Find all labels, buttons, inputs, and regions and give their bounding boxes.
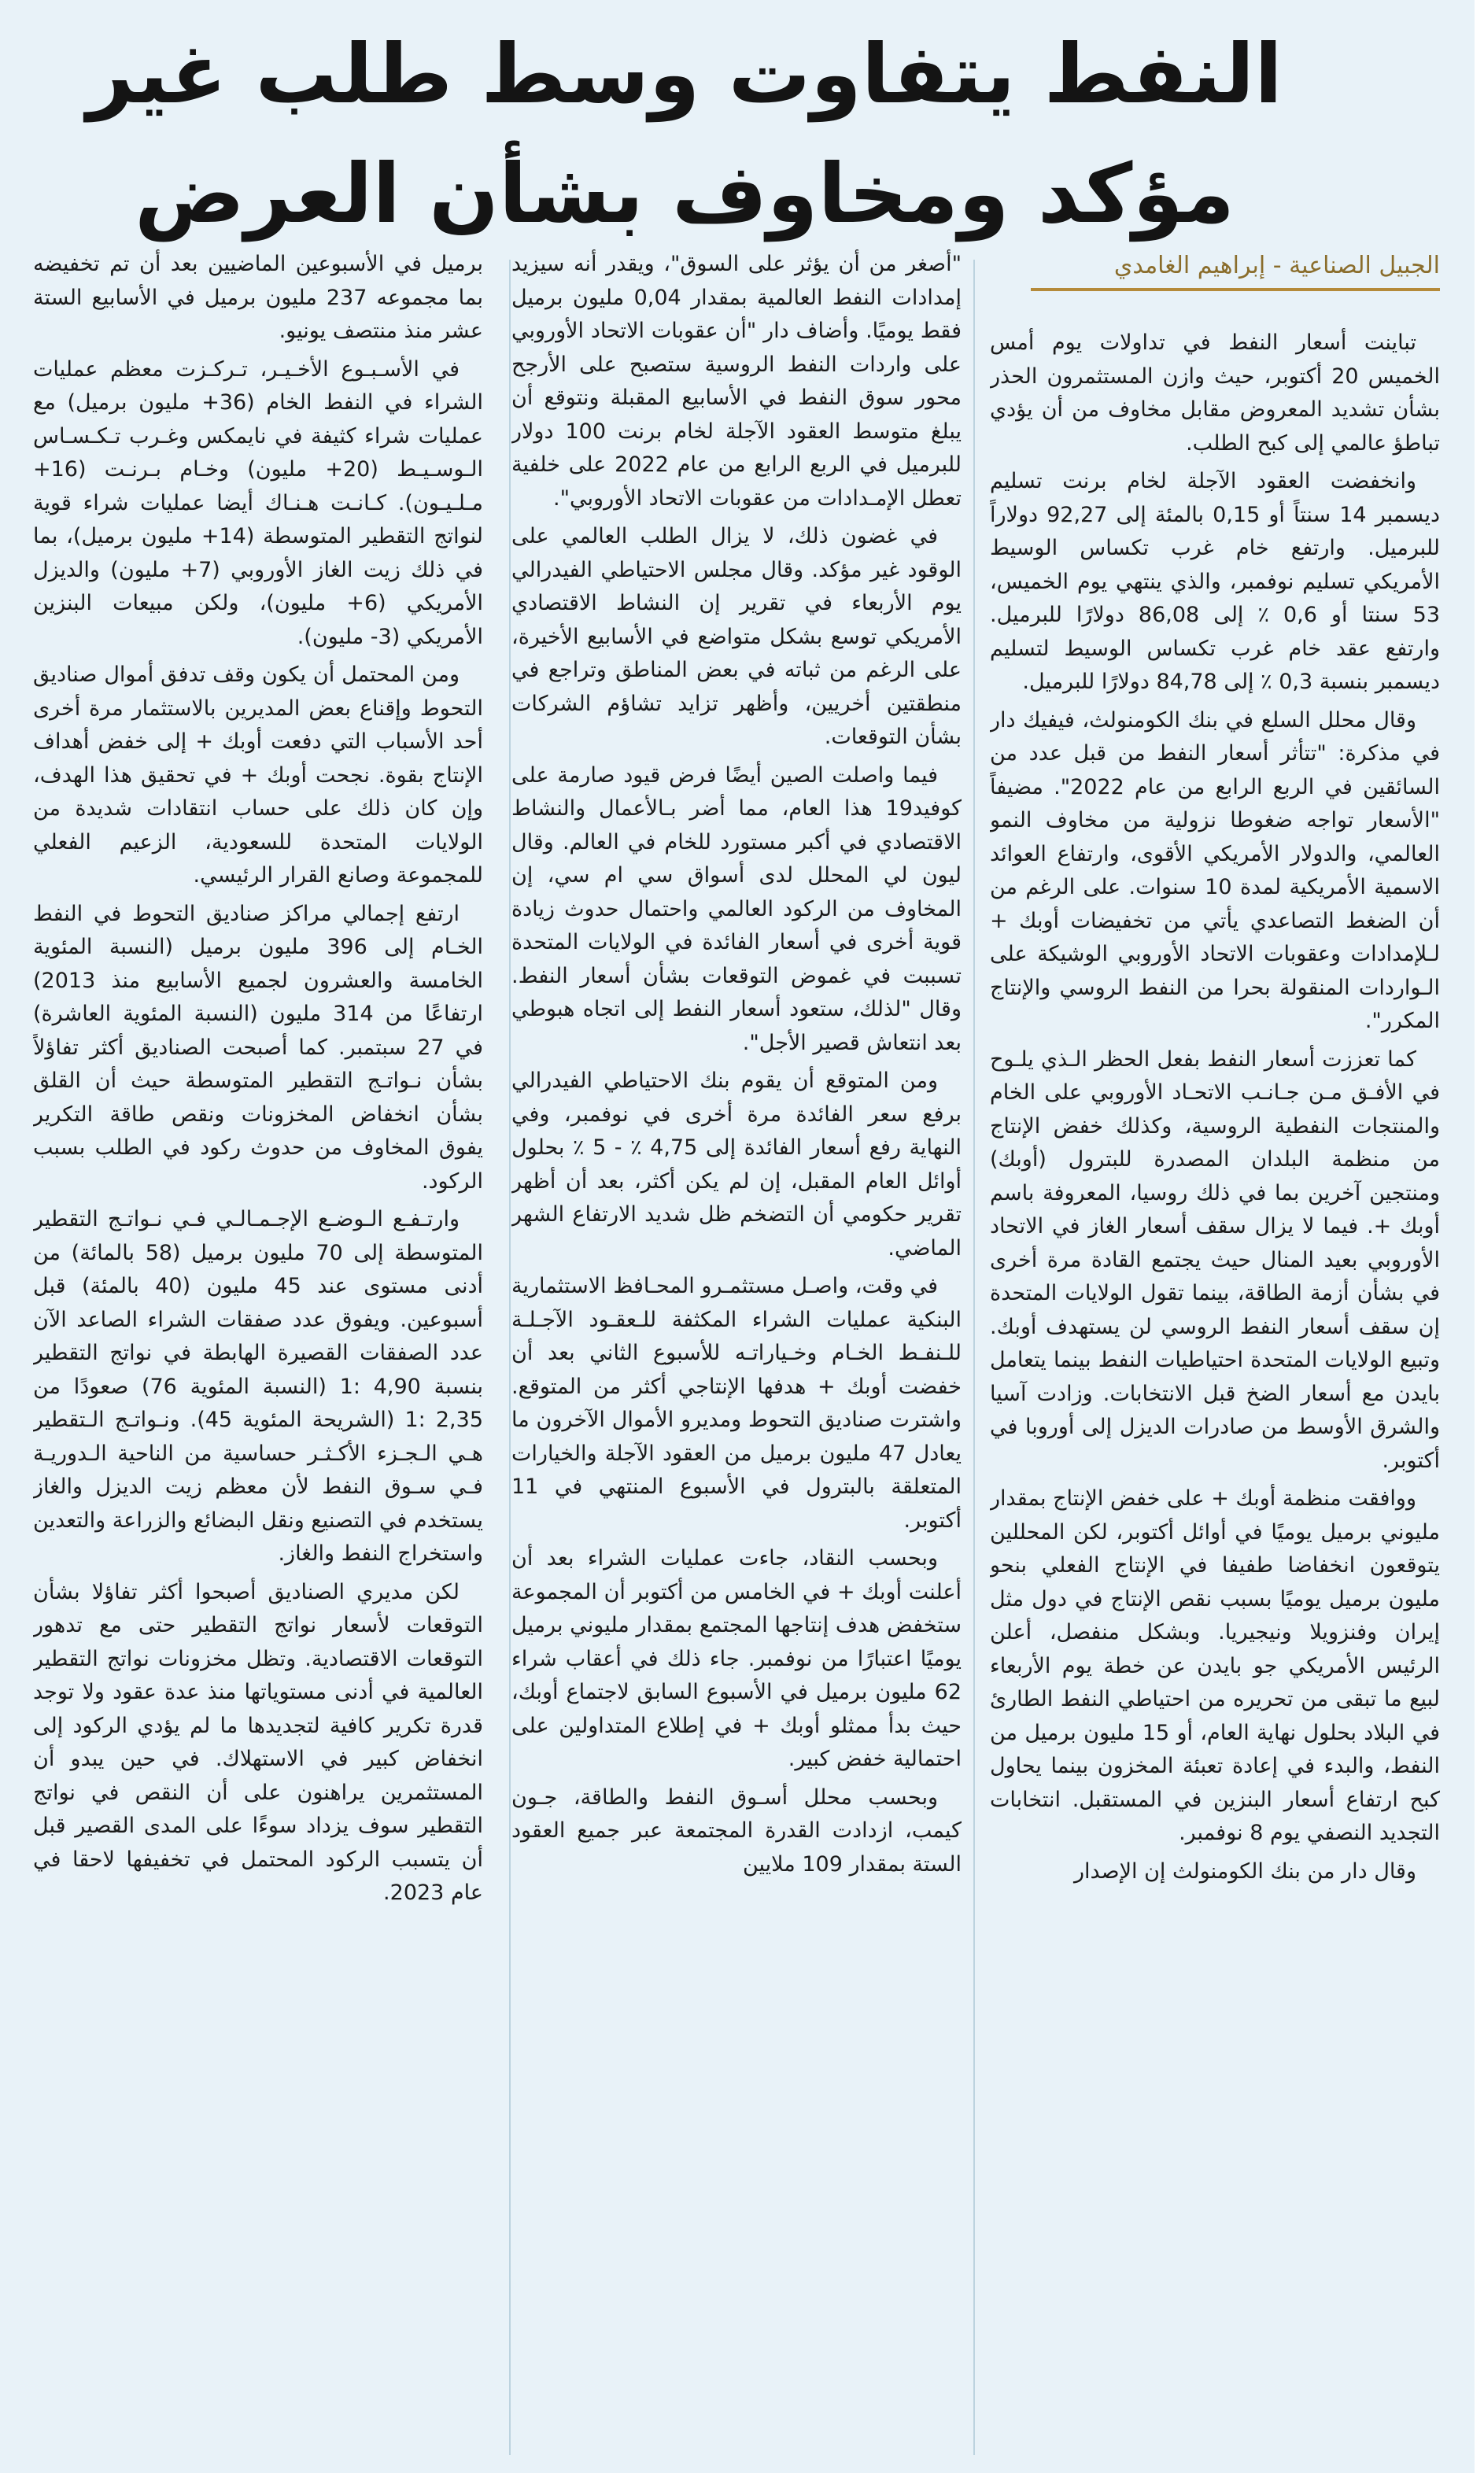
article-body bbox=[33, 248, 1440, 2459]
paragraph: وبحسب النقاد، جاءت عمليات الشراء بعد أن أعلنت أوبك + في الخامس من أكتوبر أن المجموعة ستخفض هدف إنتاجها المجتمع بمقدار مليوني برميل يوميًا اعتبارًا من نوفمبر. جاء ذلك في أعقاب شراء 62 مليون برميل في الأسبوع السابق لاجتماع أوبك، حيث بدأ ممثلو أوبك + في إطلاع المتداولين على احتمالية خفض كبير. bbox=[511, 1546, 962, 1771]
paragraph: ومن المحتمل أن يكون وقف تدفق أموال صناديق التحوط وإقناع بعض المديرين بالاستثمار مرة أخرى أحد الأسباب التي دفعت أوبك + إلى خفض أهداف الإنتاج بقوة. نجحت أوبك + في تحقيق هذا الهدف، وإن كان ذلك على حساب انتقادات شديدة من الولايات المتحدة للسعودية، الزعيم الفعلي للمجموعة وصانع القرار الرئيسي. bbox=[33, 663, 483, 888]
paragraph: ووافقت منظمة أوبك + على خفض الإنتاج بمقدار مليوني برميل يوميًا في أوائل أكتوبر، لكن المحللين يتوقعون انخفاضا طفيفا في الإنتاج الفعلي بنحو مليون برميل يوميًا بسبب نقص الإنتاج في دول مثل إيران وفنزويلا ونيجيريا. وبشكل منفصل، أعلن الرئيس الأمريكي جو بايدن عن خطة يوم الأربعاء لبيع ما تبقى من تحريره من احتياطي النفط الطارئ في البلاد بحلول نهاية العام، أو 15 مليون برميل من النفط، والبدء في إعادة تعبئة المخزون بينما يحاول كبح ارتفاع أسعار البنزين في المستقبل. انتخابات التجديد النصفي يوم 8 نوفمبر. bbox=[990, 1486, 1440, 1845]
paragraph: وانخفضت العقود الآجلة لخام برنت تسليم ديسمبر 14 سنتاً أو 0,15 بالمئة إلى 92,27 دولاراً للبرميل. وارتفع خام غرب تكساس الوسيط الأمريكي تسليم نوفمبر، والذي ينتهي يوم الخميس، 53 سنتا أو 0,6 ٪ إلى 86,08 دولارًا للبرميل. وارتفع عقد خام غرب تكساس الوسيط لتسليم ديسمبر بنسبة 0,3 ٪ إلى 84,78 دولارًا للبرميل. bbox=[990, 469, 1440, 694]
paragraph: في غضون ذلك، لا يزال الطلب العالمي على الوقود غير مؤكد. وقال مجلس الاحتياطي الفيدرالي يوم الأربعاء في تقرير إن النشاط الاقتصادي الأمريكي توسع بشكل متواضع في الأسابيع الأخيرة، على الرغم من ثباته في بعض المناطق وتراجع في منطقتين أخريين، وأظهر تزايد تشاؤم الشركات بشأن التوقعات. bbox=[511, 524, 962, 749]
paragraph: فيما واصلت الصين أيضًا فرض قيود صارمة على كوفيد19 هذا العام، مما أضر بـالأعمال والنشاط الاقتصادي في أكبر مستورد للخام في العالم. وقال ليون لي المحلل لدى أسواق سي ام سي، إن المخاوف من الركود العالمي واحتمال حدوث زيادة قوية أخرى في أسعار الفائدة في الولايات المتحدة تسببت في غموض التوقعات بشأن أسعار النفط. وقال "لذلك، ستعود أسعار النفط إلى اتجاه هبوطي بعد انتعاش قصير الأجل". bbox=[511, 762, 962, 1055]
paragraph: وقال دار من بنك الكومنولث إن الإصدار bbox=[1073, 1858, 1416, 1884]
column-3 bbox=[33, 248, 483, 2459]
paragraph: تباينت أسعار النفط في تداولات يوم أمس الخميس 20 أكتوبر، حيث وازن المستثمرون الحذر بشأن تشديد المعروض مقابل مخاوف من أن يؤدي تباطؤ عالمي إلى كبح الطلب. bbox=[990, 330, 1440, 456]
paragraph: برميل في الأسبوعين الماضيين بعد أن تم تخفيضه بما مجموعه 237 مليون برميل في الأسابيع الستة عشر منذ منتصف يونيو. bbox=[33, 252, 483, 343]
page-edge bbox=[1475, 0, 1484, 2473]
paragraph: وقال محلل السلع في بنك الكومنولث، فيفيك دار في مذكرة: "تتأثر أسعار النفط من قبل عدد من السائقين في الربع الرابع من عام 2022". مضيفاً "الأسعار تواجه ضغوطا نزولية من مخاوف النمو العالمي، والدولار الأمريكي الأقوى، وارتفاع العوائد الاسمية الأمريكية لمدة 10 سنوات. على الرغم من أن الضغط التصاعدي يأتي من تخفيضات أوبك + لـلإمدادات وعقوبات الاتحاد الأوروبي الوشيكة على الـواردات المنقولة بحرا من النفط الروسي والإنتاج المكرر". bbox=[990, 707, 1440, 1033]
paragraph: كما تعززت أسعار النفط بفعل الحظر الـذي يلـوح في الأفـق مـن جـانـب الاتحـاد الأوروبي على الخام والمنتجات النفطية الروسية، وكذلك خفض الإنتاج من منظمة البلدان المصدرة للبترول (أوبك) ومنتجين آخرين بما في ذلك روسيا، المعروفة باسم أوبك +. فيما لا يزال سقف أسعار الغاز في الاتحاد الأوروبي بعيد المنال حيث يجتمع القادة مرة أخرى في بشأن أزمة الطاقة، بينما تقول الولايات المتحدة إن سقف أسعار النفط الروسي لن يستهدف أوبك. وتبيع الولايات المتحدة احتياطيات النفط بينما يتعامل بايدن مع أسعار الضخ قبل الانتخابات. وزادت آسيا والشرق الأوسط من صادرات الديزل إلى أوروبا في أكتوبر. bbox=[990, 1046, 1440, 1473]
paragraph: لكن مديري الصناديق أصبحوا أكثر تفاؤلا بشأن التوقعات لأسعار نواتج التقطير حتى مع تدهور التوقعات الاقتصادية. وتظل مخزونات نواتج التقطير العالمية في أدنى مستوياتها منذ عدة عقود ولا توجد قدرة تكرير كافية لتجديدها ما لم يؤدي الركود إلى انخفاض كبير في الاستهلاك. في حين يبدو أن المستثمرين يراهنون على أن النقص في نواتج التقطير سوف يزداد سوءًا على المدى القصير قبل أن يتسبب الركود المحتمل في تخفيفها لاحقا في عام 2023. bbox=[33, 1579, 483, 1905]
headline-line-1: النفط يتفاوت وسط طلب غير bbox=[87, 26, 1283, 122]
paragraph: وبحسب محلل أسـوق النفط والطاقة، جـون كيمب، ازدادت القدرة المجتمعة عبر جميع العقود الستة بمقدار 109 ملايين bbox=[511, 1785, 962, 1877]
paragraph: ارتفع إجمالي مراكز صناديق التحوط في النفط الخـام إلى 396 مليون برميل (النسبة المئوية الخامسة والعشرون لجميع الأسابيع منذ 2013) ارتفاعًا من 314 مليون (النسبة المئوية العاشرة) في 27 سبتمبر. كما أصبحت الصناديق أكثر تفاؤلاً بشأن نـواتـج التقطير المتوسطة حيث أن القلق بشأن انخفاض المخزونات ونقص طاقة التكرير يفوق المخاوف من حدوث ركود في الطلب بسبب الركود. bbox=[33, 901, 483, 1194]
headline-line-2: مؤكد ومخاوف بشأن العرض bbox=[135, 146, 1235, 242]
article-headline bbox=[47, 14, 1322, 253]
paragraph: في وقت، واصـل مستثمـرو المحـافظ الاستثمارية البنكية عمليات الشراء المكثفة للـعقـود الآجـلـة للـنفـط الخـام وخـياراتـه للأسبوع الثاني بعد أن خفضت أوبك + هدفها الإنتاجي أكثر من المتوقع. واشترت صناديق التحوط ومديرو الأموال الآخرون ما يعادل 47 مليون برميل من العقود الآجلة والخيارات المتعلقة بالبترول في الأسبوع المنتهي في 11 أكتوبر. bbox=[511, 1274, 962, 1533]
column-2 bbox=[511, 248, 962, 2459]
article-byline: الجبيل الصناعية - إبراهيم الغامدي bbox=[1031, 250, 1440, 291]
column-1 bbox=[990, 248, 1440, 2459]
paragraph: ومن المتوقع أن يقوم بنك الاحتياطي الفيدرالي برفع سعر الفائدة مرة أخرى في نوفمبر، وفي النهاية رفع أسعار الفائدة إلى 4,75 ٪ - 5 ٪ بحلول أوائل العام المقبل، إن لم يكن أكثر، بعد أن أظهر تقرير حكومي أن التضخم ظل شديد الارتفاع الشهر الماضي. bbox=[511, 1069, 962, 1260]
paragraph: "أصغر من أن يؤثر على السوق"، ويقدر أنه سيزيد إمدادات النفط العالمية بمقدار 0,04 مليون برميل فقط يوميًا. وأضاف دار "أن عقوبات الاتحاد الأوروبي على واردات النفط الروسية ستصبح على الأرجح محور سوق النفط في الأسابيع المقبلة ونتوقع أن يبلغ متوسط العقود الآجلة لخام برنت 100 دولار للبرميل في الربع الرابع من عام 2022 على خلفية تعطل الإمـدادات من عقوبات الاتحاد الأوروبي". bbox=[511, 252, 962, 511]
paragraph: في الأسـبـوع الأخـيـر، تـركـزت معظم عمليات الشراء في النفط الخام (36+ مليون برميل) مع عمليات شراء كثيفة في نايمكس وغـرب تـكـسـاس الـوسـيـط (20+ مليون) وخـام بـرنـت (16+ مـلـيـون). كـانـت هـنـاك أيضا عمليات شراء قوية لنواتج التقطير المتوسطة (14+ مليون برميل)، بما في ذلك زيت الغاز الأوروبي (7+ مليون) والديزل الأمريكي (6+ مليون)، ولكن مبيعات البنزين الأمريكي (3- مليون). bbox=[33, 356, 483, 649]
paragraph: وارتـفـع الـوضـع الإجـمـالـي فـي نـواتـج التقطير المتوسطة إلى 70 مليون برميل (58 بالمائة) من أدنى مستوى عند 45 مليون (40 بالمئة) قبل أسبوعين. ويفوق عدد صفقات الشراء الصاعد الآن عدد الصفقات القصيرة الهابطة في نواتج التقطير بنسبة 4,90 :1 (النسبة المئوية 76) صعودًا من 2,35 :1 (الشريحة المئوية 45). ونـواتـج الـتقطير هـي الـجـزء الأكـثـر حساسية من الناحية الـدوريـة فـي سـوق النفط لأن معظم زيت الديزل والغاز يستخدم في التصنيع ونقل البضائع والزراعة والتعدين واستخراج النفط والغاز. bbox=[33, 1207, 483, 1566]
